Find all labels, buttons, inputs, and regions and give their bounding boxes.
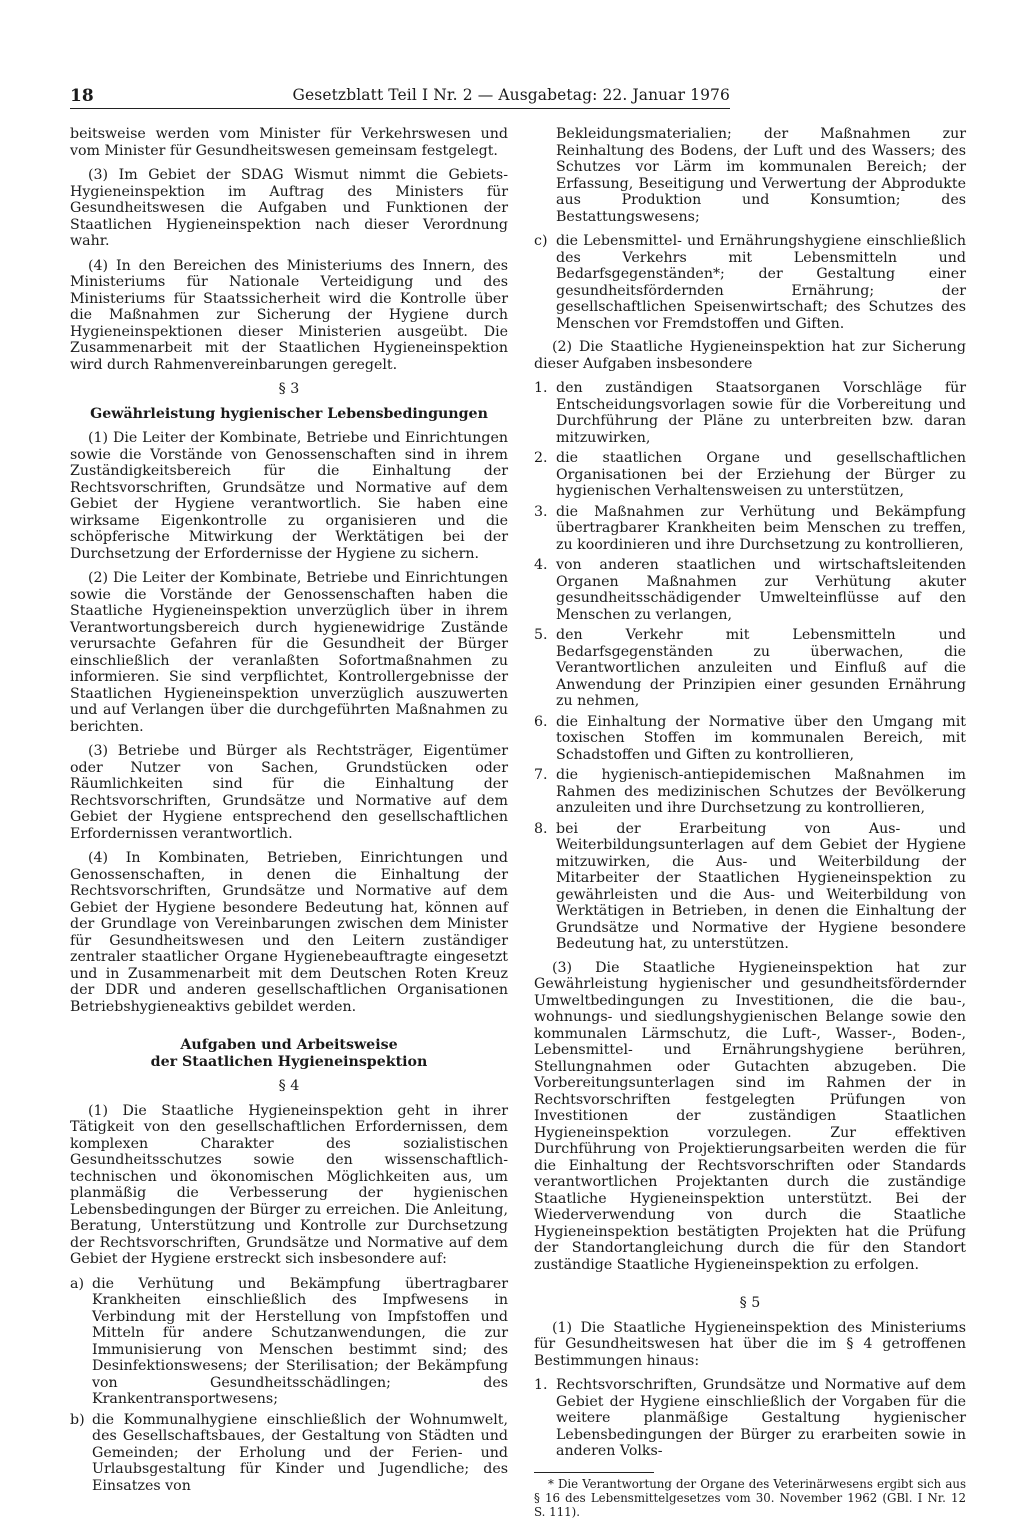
paragraph-2-4: (4) In den Bereichen des Ministeriums des Innern, des Ministeriums für Nationale Verteidigung und des Ministeriums für Staatssicherheit wird die Kontrolle über die Maßnahmen zur Sicherung der Hygiene durch Hygieneinspektionen dieser Ministerien ausgeübt. Die Zusammenarbeit mit der Staatlichen Hygieneinspektion wird durch Rahmenvereinbarungen geregelt.	[70, 257, 508, 373]
list-item-text: die Kommunalhygiene einschließlich der Wohnumwelt, des Gesellschaftsbaues, der Gestaltung von Städten und Gemeinden; der Erholung und der Ferien- und Urlaubsgestaltung für Kinder und Jugendliche; des Einsatzes von	[92, 1411, 508, 1494]
list-item-text: die hygienisch-antiepidemischen Maßnahmen im Rahmen des medizinischen Schutzes der Bevölkerung anzuleiten und ihre Durchsetzung zu kontrollieren,	[556, 767, 966, 816]
section-4-paragraph-1: (1) Die Staatliche Hygieneinspektion geht in ihrer Tätigkeit von den gesellschaftlichen Erfordernissen, dem komplexen Charakter des sozialistischen Gesundheitsschutzes sowie den wissenschaftlich-technischen und ökonomischen Möglichkeiten aus, um planmäßig die Verbesserung der hygienischen Lebensbedingungen der Bürger zu erreichen. Die Anleitung, Beratung, Unterstützung und Kontrolle zur Durchsetzung der Rechtsvorschriften, Grundsätze und Normative auf dem Gebiet der Hygiene erstreckt sich insbesondere auf:	[70, 1102, 508, 1267]
footnote: * Die Verantwortung der Organe des Veterinärwesens ergibt sich aus § 16 des Lebensmittelgesetzes vom 30. November 1962 (GBl. I Nr. 12 S. 111).	[534, 1476, 966, 1519]
left-column	[70, 126, 508, 1501]
section-3-title: Gewährleistung hygienischer Lebensbedingungen	[90, 405, 488, 422]
list-item-text: die Einhaltung der Normative über den Umgang mit toxischen Stoffen im kommunalen Bereich, mit Schadstoffen und Giften zu kontrollieren,	[556, 713, 966, 763]
list-item-text: den Verkehr mit Lebensmitteln und Bedarfsgegenständen zu überwachen, die Verantwortlichen anzuleiten und Einfluß auf die Anwendung der Prinzipien einer gesunden Ernährung zu nehmen,	[556, 627, 966, 709]
list-item-number: 6.	[534, 713, 548, 730]
page-number: 18	[70, 86, 94, 106]
section-3-paragraph-3: (3) Betriebe und Bürger als Rechtsträger, Eigentümer oder Nutzer von Sachen, Grundstücken oder Räumlichkeiten sind für die Einhaltung der Rechtsvorschriften, Grundsätze und Normative auf dem Gebiet der Hygiene entsprechend den gesellschaftlichen Erfordernissen verantwortlich.	[70, 743, 508, 842]
list-item	[534, 233, 966, 332]
list-item-number: 5.	[534, 627, 548, 643]
section-4-mark: § 4	[278, 1078, 300, 1094]
list-item-number: 8.	[534, 820, 548, 837]
section-4-list	[70, 1276, 508, 1495]
list-item-marker: a)	[70, 1275, 84, 1292]
section-3-paragraph-4: (4) In Kombinaten, Betrieben, Einrichtungen und Genossenschaften, in denen die Einhaltung der Rechtsvorschriften, Grundsätze und Normative auf dem Gebiet der Hygiene besondere Bedeutung hat, können auf der Grundlage von Vereinbarungen zwischen dem Minister für Gesundheitswesen und den Leitern zuständiger zentraler staatlicher Organe Hygienebeauftragte eingesetzt und in Zusammenarbeit mit dem Deutschen Roten Kreuz der DDR und anderen gesellschaftlichen Organisationen Betriebshygieneaktivs gebildet werden.	[70, 850, 508, 1015]
list-item-number: 4.	[534, 557, 548, 573]
list-item-number: 2.	[534, 450, 548, 466]
list-item-text: die staatlichen Organe und gesellschaftlichen Organisationen bei der Erziehung der Bürger zu hygienischen Verhaltensweisen zu unterstützen,	[556, 450, 966, 499]
section-5-mark: § 5	[739, 1295, 761, 1311]
list-item	[534, 714, 966, 764]
paragraph-2-3: (3) Im Gebiet der SDAG Wismut nimmt die Gebiets-Hygieneinspektion im Auftrag des Ministers für Gesundheitswesen die Aufgaben und Funktionen der Staatlichen Hygieneinspektion nach dieser Verordnung wahr.	[70, 167, 508, 249]
list-item	[534, 767, 966, 817]
list-item	[534, 1377, 966, 1460]
list-item-text: Rechtsvorschriften, Grundsätze und Normative auf dem Gebiet der Hygiene einschließlich der Vorgaben für die weitere planmäßige Gestaltung hygienischer Lebensbedingungen der Bürger zu erarbeiten sowie in anderen Volks-	[556, 1377, 966, 1459]
list-item	[534, 450, 966, 500]
list-item	[534, 380, 966, 446]
footnote-rule	[534, 1472, 654, 1473]
list-item	[534, 821, 966, 953]
list-item-number: 1.	[534, 1377, 548, 1393]
list-item-text: von anderen staatlichen und wirtschaftsleitenden Organen Maßnahmen zur Verhütung akuter gesundheitsschädigender Umwelteinflüsse auf den Menschen zu verlangen,	[556, 557, 966, 623]
list-item-number: 7.	[534, 767, 548, 783]
section-5-list	[534, 1377, 966, 1460]
section-4-title-line-2: der Staatlichen Hygieneinspektion	[150, 1053, 428, 1070]
running-head: Gesetzblatt Teil I Nr. 2 — Ausgabetag: 22. Januar 1976	[292, 86, 730, 104]
list-item-text: die Verhütung und Bekämpfung übertragbarer Krankheiten einschließlich des Impfwesens in Verbindung mit der Herstellung von Impfstoffen und Mitteln für andere Schutzanwendungen, die zur Immunisierung von Menschen bestimmt sind; des Desinfektionswesens; der Sterilisation; der Bekämpfung von Gesundheitsschädlingen; des Krankentransportwesens;	[92, 1275, 508, 1407]
section-3-paragraph-1: (1) Die Leiter der Kombinate, Betriebe und Einrichtungen sowie die Vorstände von Genossenschaften sind in ihrem Zuständigkeitsbereich für die Einhaltung der Rechtsvorschriften, Grundsätze und Normative auf dem Gebiet der Hygiene verantwortlich. Sie haben eine wirksame Eigenkontrolle zu organisieren und die schöpferische Mitwirkung der Werktätigen bei der Durchsetzung der Erfordernisse der Hygiene zu sichern.	[70, 430, 508, 562]
list-item-marker: c)	[534, 233, 548, 249]
list-item	[534, 627, 966, 710]
right-column	[534, 126, 966, 1519]
section-4-paragraph-3: (3) Die Staatliche Hygieneinspektion hat zur Gewährleistung hygienischer und gesundheitsfördernder Umweltbedingungen zu Investitionen, die die bau-, wohnungs- und siedlungshygienischen Belange sowie den kommunalen Lärmschutz, die Luft-, Wasser-, Boden-, Lebensmittel- und Ernährungshygiene berühren, Stellungnahmen oder Gutachten abzugeben. Die Vorbereitungsunterlagen sind im Rahmen der in Rechtsvorschriften festgelegten Prüfungen von Investitionen der zuständigen Staatlichen Hygieneinspektion vorzulegen. Zur effektiven Durchführung von Projektierungsarbeiten werden die für die Einhaltung der Rechtsvorschriften oder Standards verantwortlichen Projektanten durch die zuständige Staatliche Hygieneinspektion unterstützt. Bei der Wiederverwendung von durch die Staatliche Hygieneinspektion bestätigten Projekten hat die Prüfung der Standortangleichung durch die für den Standort zuständige Staatliche Hygieneinspektion zu erfolgen.	[534, 959, 966, 1273]
list-item	[534, 557, 966, 623]
numbered-list	[534, 380, 966, 953]
list-item-marker: b)	[70, 1411, 85, 1428]
list-item	[70, 1276, 508, 1408]
page-header	[70, 86, 730, 109]
section-4-list-continued	[534, 233, 966, 332]
list-item-text: bei der Erarbeitung von Aus- und Weiterbildungsunterlagen auf dem Gebiet der Hygiene mitzuwirken, die Aus- und Weiterbildung der Mitarbeiter der Staatlichen Hygieneinspektion zu gewährleisten und die Aus- und Weiterbildung von Werktätigen in Betrieben, in denen die Einhaltung der Grundsätze und Normative der Hygiene besondere Bedeutung hat, zu unterstützen.	[556, 820, 966, 952]
section-3-paragraph-2: (2) Die Leiter der Kombinate, Betriebe und Einrichtungen sowie die Vorstände der Genossenschaften haben die Staatliche Hygieneinspektion unverzüglich über in ihrem Verantwortungsbereich durch hygienewidrige Zustände verursachte Gefahren für die Gesundheit der Bürger einschließlich der veranlaßten Sofortmaßnahmen zu informieren. Sie sind verpflichtet, Kontrollergebnisse der Staatlichen Hygieneinspektion unverzüglich auszuwerten und auf Verlangen über die durchgeführten Maßnahmen zu berichten.	[70, 570, 508, 735]
list-item-number: 1.	[534, 380, 548, 396]
section-3-mark: § 3	[278, 381, 300, 397]
section-4-title-line-1: Aufgaben und Arbeitsweise	[180, 1037, 398, 1053]
item-b-continued: Bekleidungsmaterialien; der Maßnahmen zur Reinhaltung des Bodens, der Luft und des Wassers; des Schutzes vor Lärm im kommunalen Bereich; der Erfassung, Beseitigung und Verwertung der Abprodukte aus Produktion und Konsumtion; des Bestattungswesens;	[556, 126, 966, 225]
paragraph-continued: beitsweise werden vom Minister für Verkehrswesen und vom Minister für Gesundheitswesen gemeinsam festgelegt.	[70, 126, 508, 159]
list-item-number: 3.	[534, 503, 548, 520]
list-item	[534, 504, 966, 554]
list-item-text: den zuständigen Staatsorganen Vorschläge für Entscheidungsvorlagen sowie für die Vorbereitung und Durchführung der Pläne zu unterbreiten bzw. daran mitzuwirken,	[556, 380, 966, 446]
list-item	[70, 1412, 508, 1495]
list-item-text: die Maßnahmen zur Verhütung und Bekämpfung übertragbarer Krankheiten beim Menschen zu treffen, zu koordinieren und ihre Durchsetzung zu kontrollieren,	[556, 503, 966, 553]
list-item-text: die Lebensmittel- und Ernährungshygiene einschließlich des Verkehrs mit Lebensmitteln und Bedarfsgegenständen*; der Gestaltung einer gesundheitsfördernden Ernährung; der gesellschaftlichen Speisenwirtschaft; des Schutzes des Menschen vor Fremdstoffen und Giften.	[556, 233, 966, 332]
section-4-paragraph-2: (2) Die Staatliche Hygieneinspektion hat zur Sicherung dieser Aufgaben insbesondere	[534, 339, 966, 372]
section-5-paragraph-1: (1) Die Staatliche Hygieneinspektion des Ministeriums für Gesundheitswesen hat über die im § 4 getroffenen Bestimmungen hinaus:	[534, 1319, 966, 1369]
